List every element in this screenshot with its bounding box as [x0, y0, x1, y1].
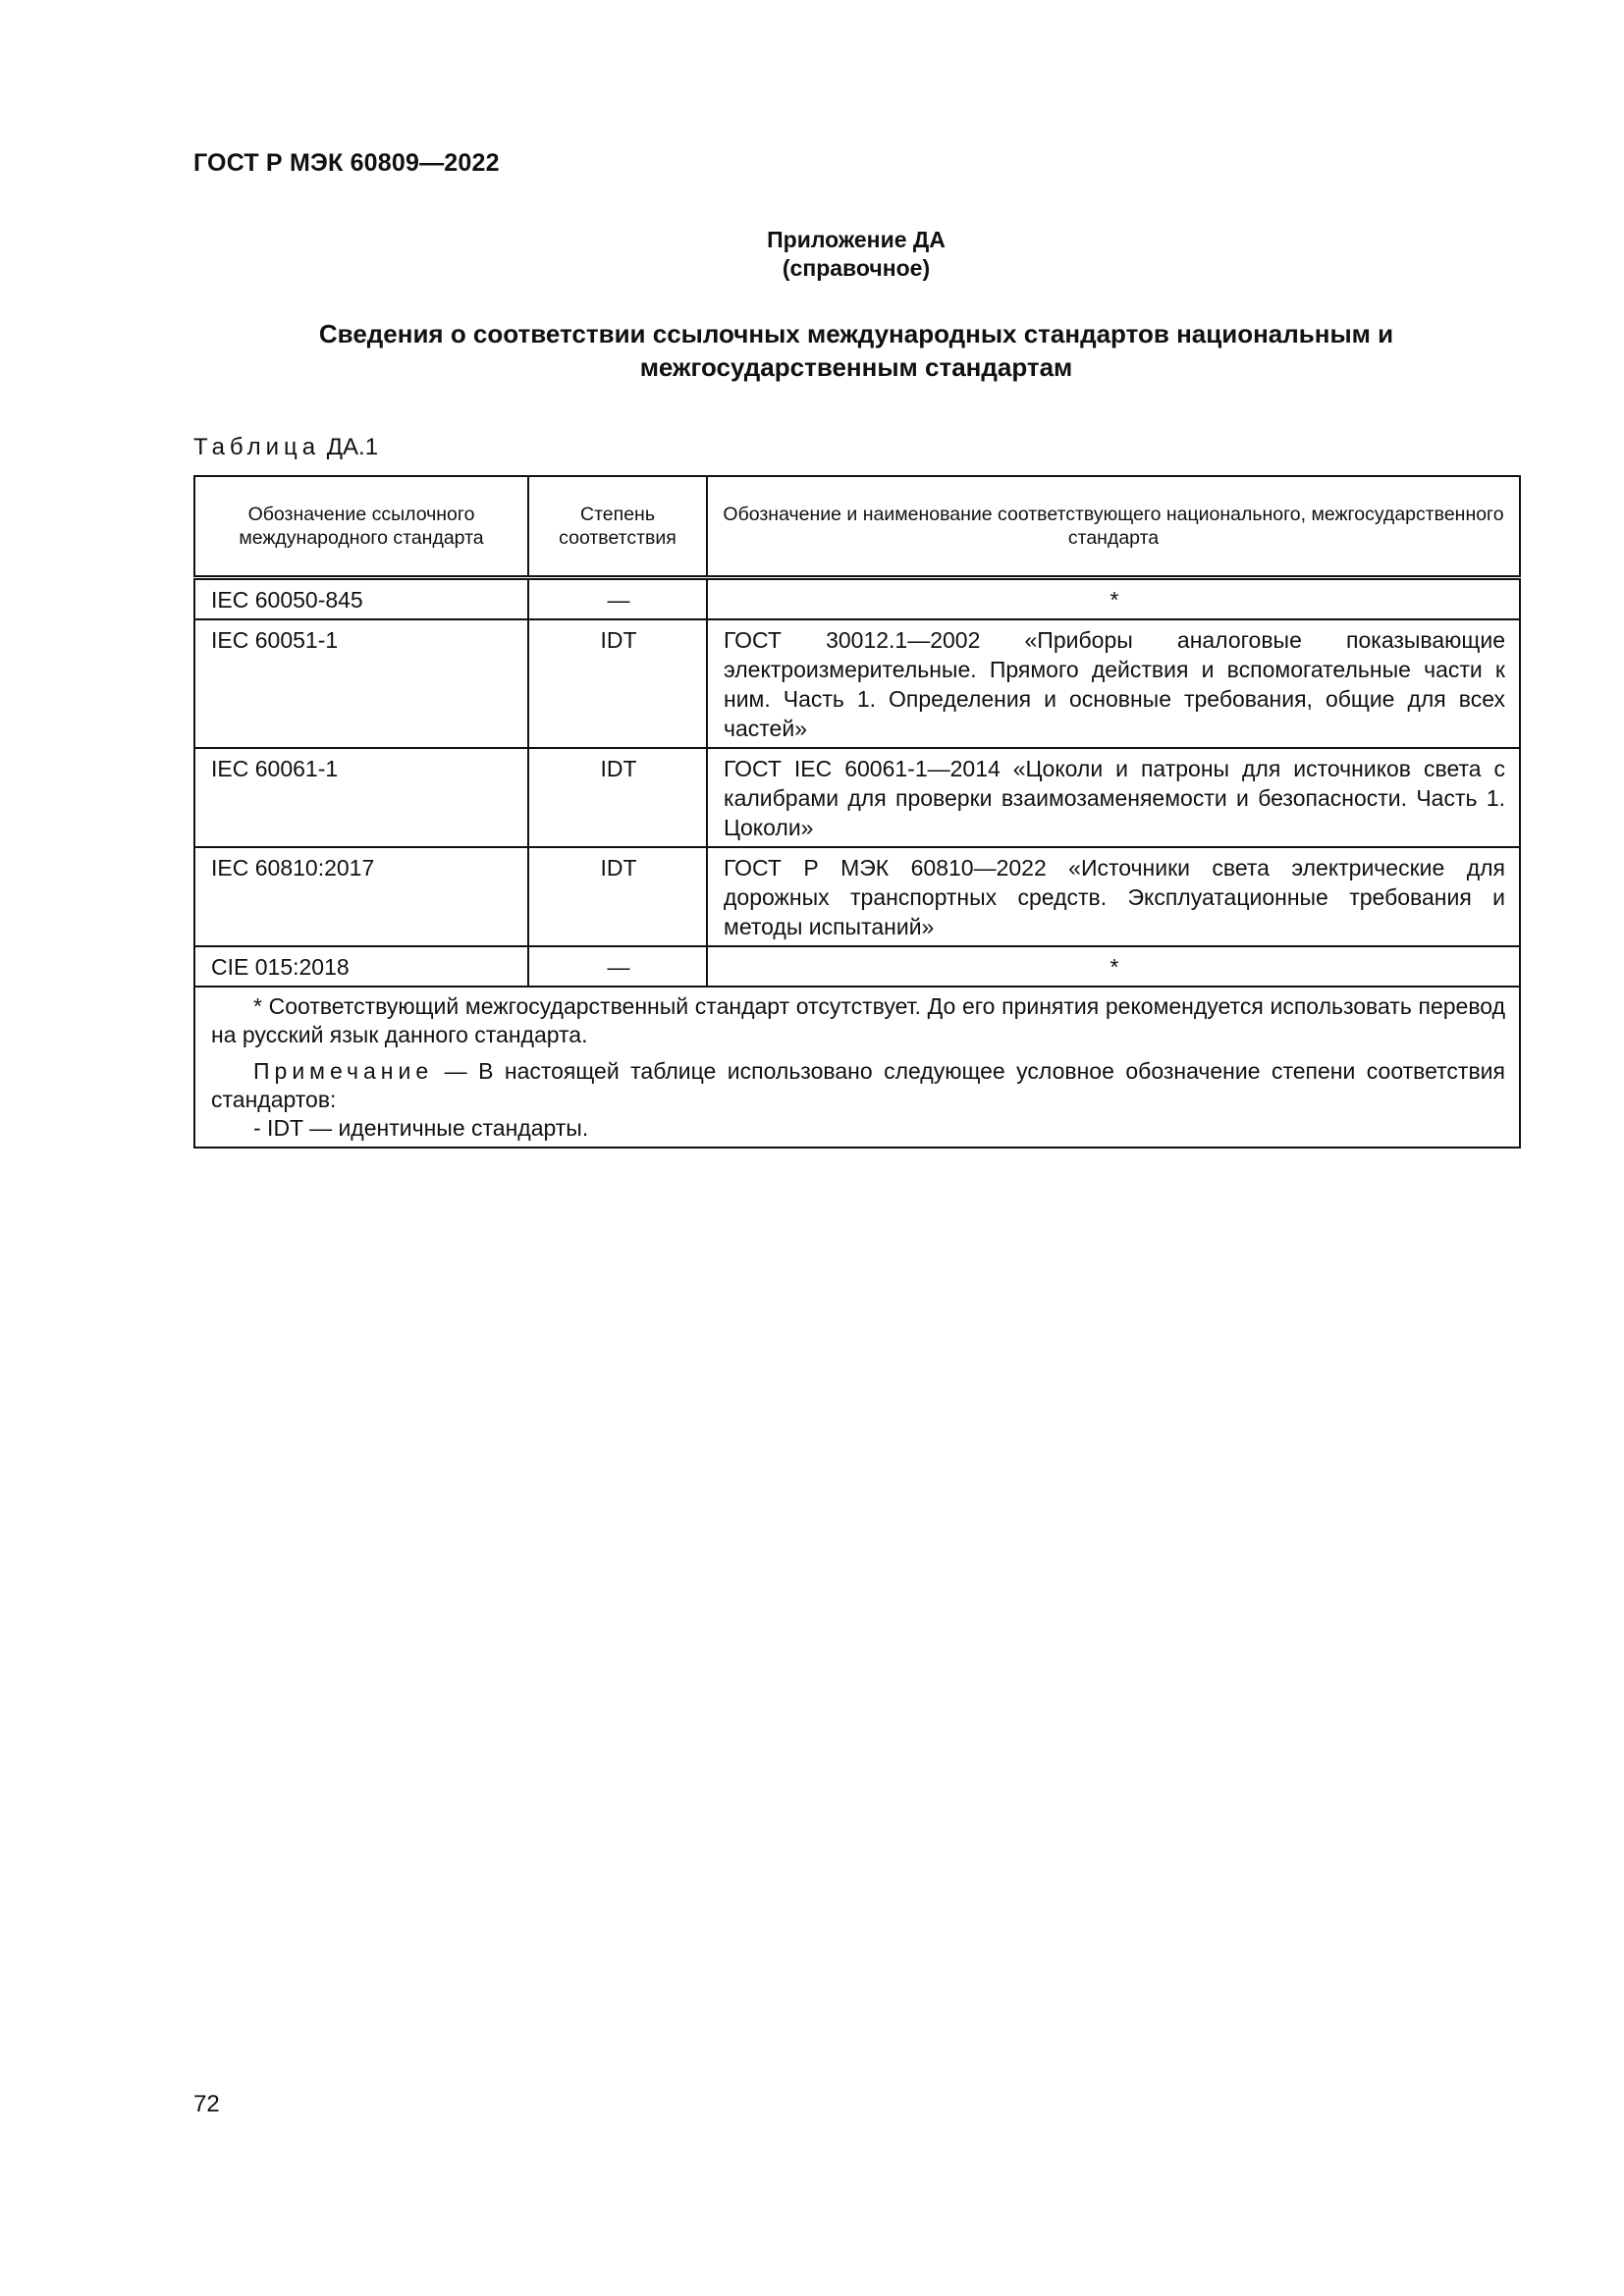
standards-table: [193, 475, 1521, 1148]
table-row: [194, 748, 1520, 847]
cell-degree: IDT: [528, 619, 707, 748]
header-degree: Степень соответствия: [528, 476, 707, 578]
cell-degree: —: [528, 946, 707, 987]
table-row: [194, 578, 1520, 620]
table-caption-number: ДА.1: [326, 434, 379, 460]
appendix-subtitle: (справочное): [782, 255, 931, 281]
cell-national: ГОСТ Р МЭК 60810—2022 «Источники света электрические для дорожных транспортных средств. Эксплуатационные требования и методы испытаний»: [707, 847, 1520, 946]
cell-national: *: [707, 578, 1520, 620]
cell-national: ГОСТ 30012.1—2002 «Приборы аналоговые показывающие электроизмерительные. Прямого действия и вспомогательные части к ним. Часть 1. Определения и основные требования, общие для всех частей»: [707, 619, 1520, 748]
table-footnote: * Соответствующий межгосударственный стандарт отсутствует. До его принятия рекомендуется использовать перевод на русский язык данного стандарта.: [211, 993, 1505, 1047]
cell-reference: IEC 60050-845: [194, 578, 528, 620]
note-item: - IDT — идентичные стандарты.: [253, 1115, 589, 1141]
note-label: Примечание: [253, 1058, 434, 1084]
table-row: [194, 847, 1520, 946]
header-national-standard: Обозначение и наименование соответствующего национального, межгосударственного стандарта: [707, 476, 1520, 578]
table-caption: [193, 434, 378, 461]
table-row: [194, 946, 1520, 987]
table-caption-word: Таблица: [193, 434, 321, 460]
cell-national: ГОСТ IEC 60061-1—2014 «Цоколи и патроны для источников света с калибрами для проверки взаимозаменяемости и безопасности. Часть 1. Цоколи»: [707, 748, 1520, 847]
table-row: [194, 619, 1520, 748]
cell-reference: IEC 60061-1: [194, 748, 528, 847]
table-note: [211, 1057, 1505, 1114]
cell-degree: IDT: [528, 847, 707, 946]
table-notes: [194, 987, 1520, 1148]
cell-reference: CIE 015:2018: [194, 946, 528, 987]
cell-reference: IEC 60810:2017: [194, 847, 528, 946]
table-notes-row: [194, 987, 1520, 1148]
header-reference-standard: Обозначение ссылочного международного стандарта: [194, 476, 528, 578]
page-number: 72: [193, 2091, 220, 2117]
section-title-line-1: Сведения о соответствии ссылочных международных стандартов национальным и: [318, 319, 1394, 348]
cell-degree: IDT: [528, 748, 707, 847]
appendix-title: Приложение ДА: [767, 227, 946, 252]
document-code: ГОСТ Р МЭК 60809—2022: [193, 149, 500, 177]
cell-national: *: [707, 946, 1520, 987]
section-title-line-2: межгосударственным стандартам: [639, 352, 1073, 382]
note-text: — В настоящей таблице использовано следующее условное обозначение степени соответствия стандартов:: [211, 1058, 1505, 1112]
section-title: [193, 317, 1519, 384]
table-header-row: [194, 476, 1520, 578]
cell-degree: —: [528, 578, 707, 620]
cell-reference: IEC 60051-1: [194, 619, 528, 748]
appendix-heading: [0, 226, 1624, 283]
